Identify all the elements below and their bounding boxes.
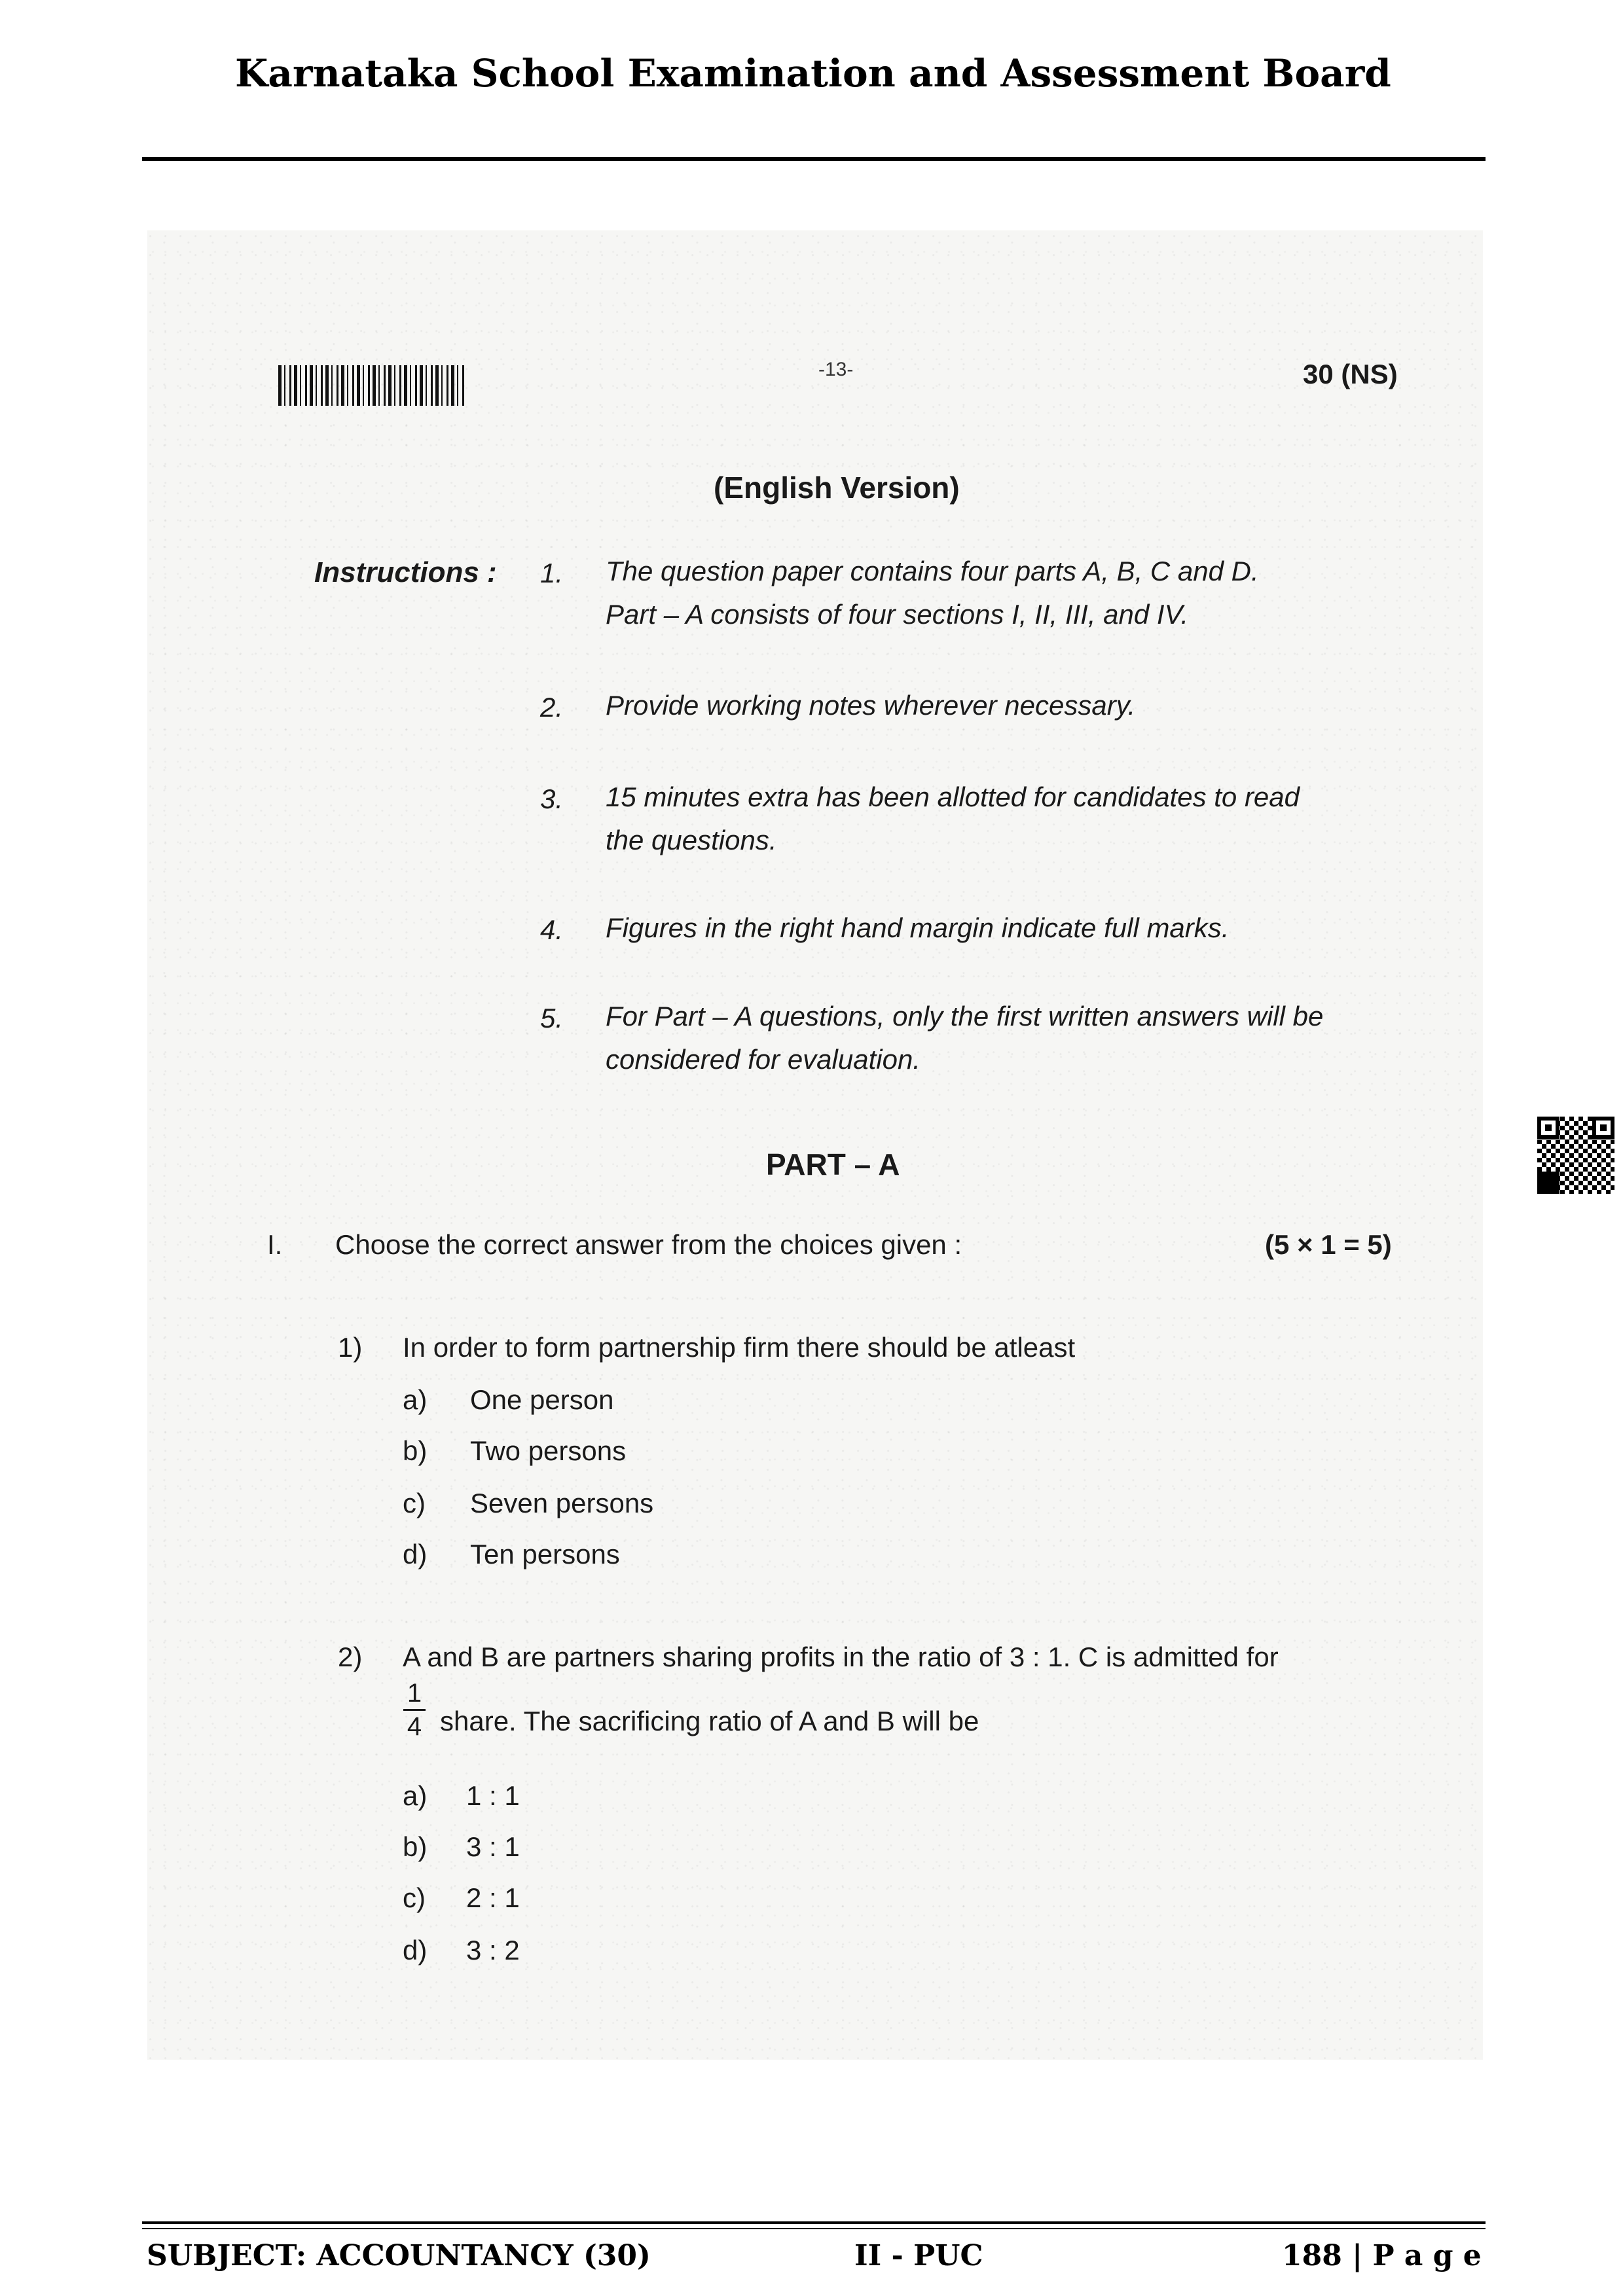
option-text: Two persons [470, 1435, 627, 1466]
instruction-line: The question paper contains four parts A, B, C and D. [606, 556, 1259, 586]
instruction-line: considered for evaluation. [606, 1044, 921, 1075]
option-text: Seven persons [470, 1488, 654, 1518]
instruction-line: Figures in the right hand margin indicate full marks. [606, 912, 1230, 943]
instruction-number: 4. [540, 914, 564, 945]
question-number: 1) [338, 1332, 363, 1363]
option-text: 2 : 1 [466, 1882, 520, 1913]
qr-code [1533, 1113, 1618, 1198]
instruction-number: 3. [540, 783, 564, 814]
fraction-bar [403, 1709, 426, 1711]
option-label: b) [403, 1435, 428, 1466]
question-text: In order to form partnership firm there should be atleast [403, 1332, 1076, 1363]
option-label: d) [403, 1935, 428, 1965]
option-label: a) [403, 1780, 428, 1811]
footer-subject: SUBJECT: ACCOUNTANCY (30) [147, 2239, 651, 2272]
option-label: c) [403, 1882, 426, 1913]
part-title: PART – A [766, 1147, 900, 1181]
section-number: I. [267, 1229, 283, 1260]
instruction-number: 5. [540, 1003, 564, 1033]
footer-page-number: 188 | P a g e [1282, 2239, 1482, 2272]
fraction-denominator: 4 [407, 1712, 422, 1741]
instructions-label: Instructions : [314, 556, 497, 588]
option-label: d) [403, 1539, 428, 1570]
option-text: Ten persons [470, 1539, 620, 1570]
version-title: (English Version) [714, 471, 960, 505]
question-text: A and B are partners sharing profits in the ratio of 3 : 1. C is admitted for [403, 1641, 1279, 1672]
fraction-numerator: 1 [407, 1679, 422, 1708]
section-marks: (5 × 1 = 5) [1265, 1229, 1392, 1260]
section-heading: Choose the correct answer from the choices given : [335, 1229, 962, 1260]
option-label: a) [403, 1384, 428, 1415]
footer-rule-bottom [142, 2228, 1486, 2229]
option-text: One person [470, 1384, 614, 1415]
footer-rule-top [142, 2221, 1486, 2224]
question-text-continued: share. The sacrificing ratio of A and B will be [440, 1706, 979, 1736]
header-rule [142, 157, 1486, 161]
paper-code: 30 (NS) [1303, 359, 1398, 389]
instruction-line: Provide working notes wherever necessary. [606, 690, 1136, 721]
board-title: Karnataka School Examination and Assessment Board [235, 51, 1391, 96]
option-text: 3 : 2 [466, 1935, 520, 1965]
page-marker: -13- [818, 359, 854, 380]
option-label: c) [403, 1488, 426, 1518]
question-number: 2) [338, 1641, 363, 1672]
instruction-line: Part – A consists of four sections I, II, III, and IV. [606, 599, 1189, 630]
instruction-line: the questions. [606, 825, 777, 855]
option-text: 3 : 1 [466, 1831, 520, 1862]
instruction-line: 15 minutes extra has been allotted for candidates to read [606, 781, 1300, 812]
instruction-line: For Part – A questions, only the first written answers will be [606, 1001, 1324, 1031]
option-text: 1 : 1 [466, 1780, 520, 1811]
footer-class: II - PUC [854, 2239, 983, 2272]
fraction [403, 1679, 426, 1741]
instruction-number: 1. [540, 558, 564, 588]
option-label: b) [403, 1831, 428, 1862]
barcode [278, 365, 465, 406]
instruction-number: 2. [540, 692, 564, 723]
